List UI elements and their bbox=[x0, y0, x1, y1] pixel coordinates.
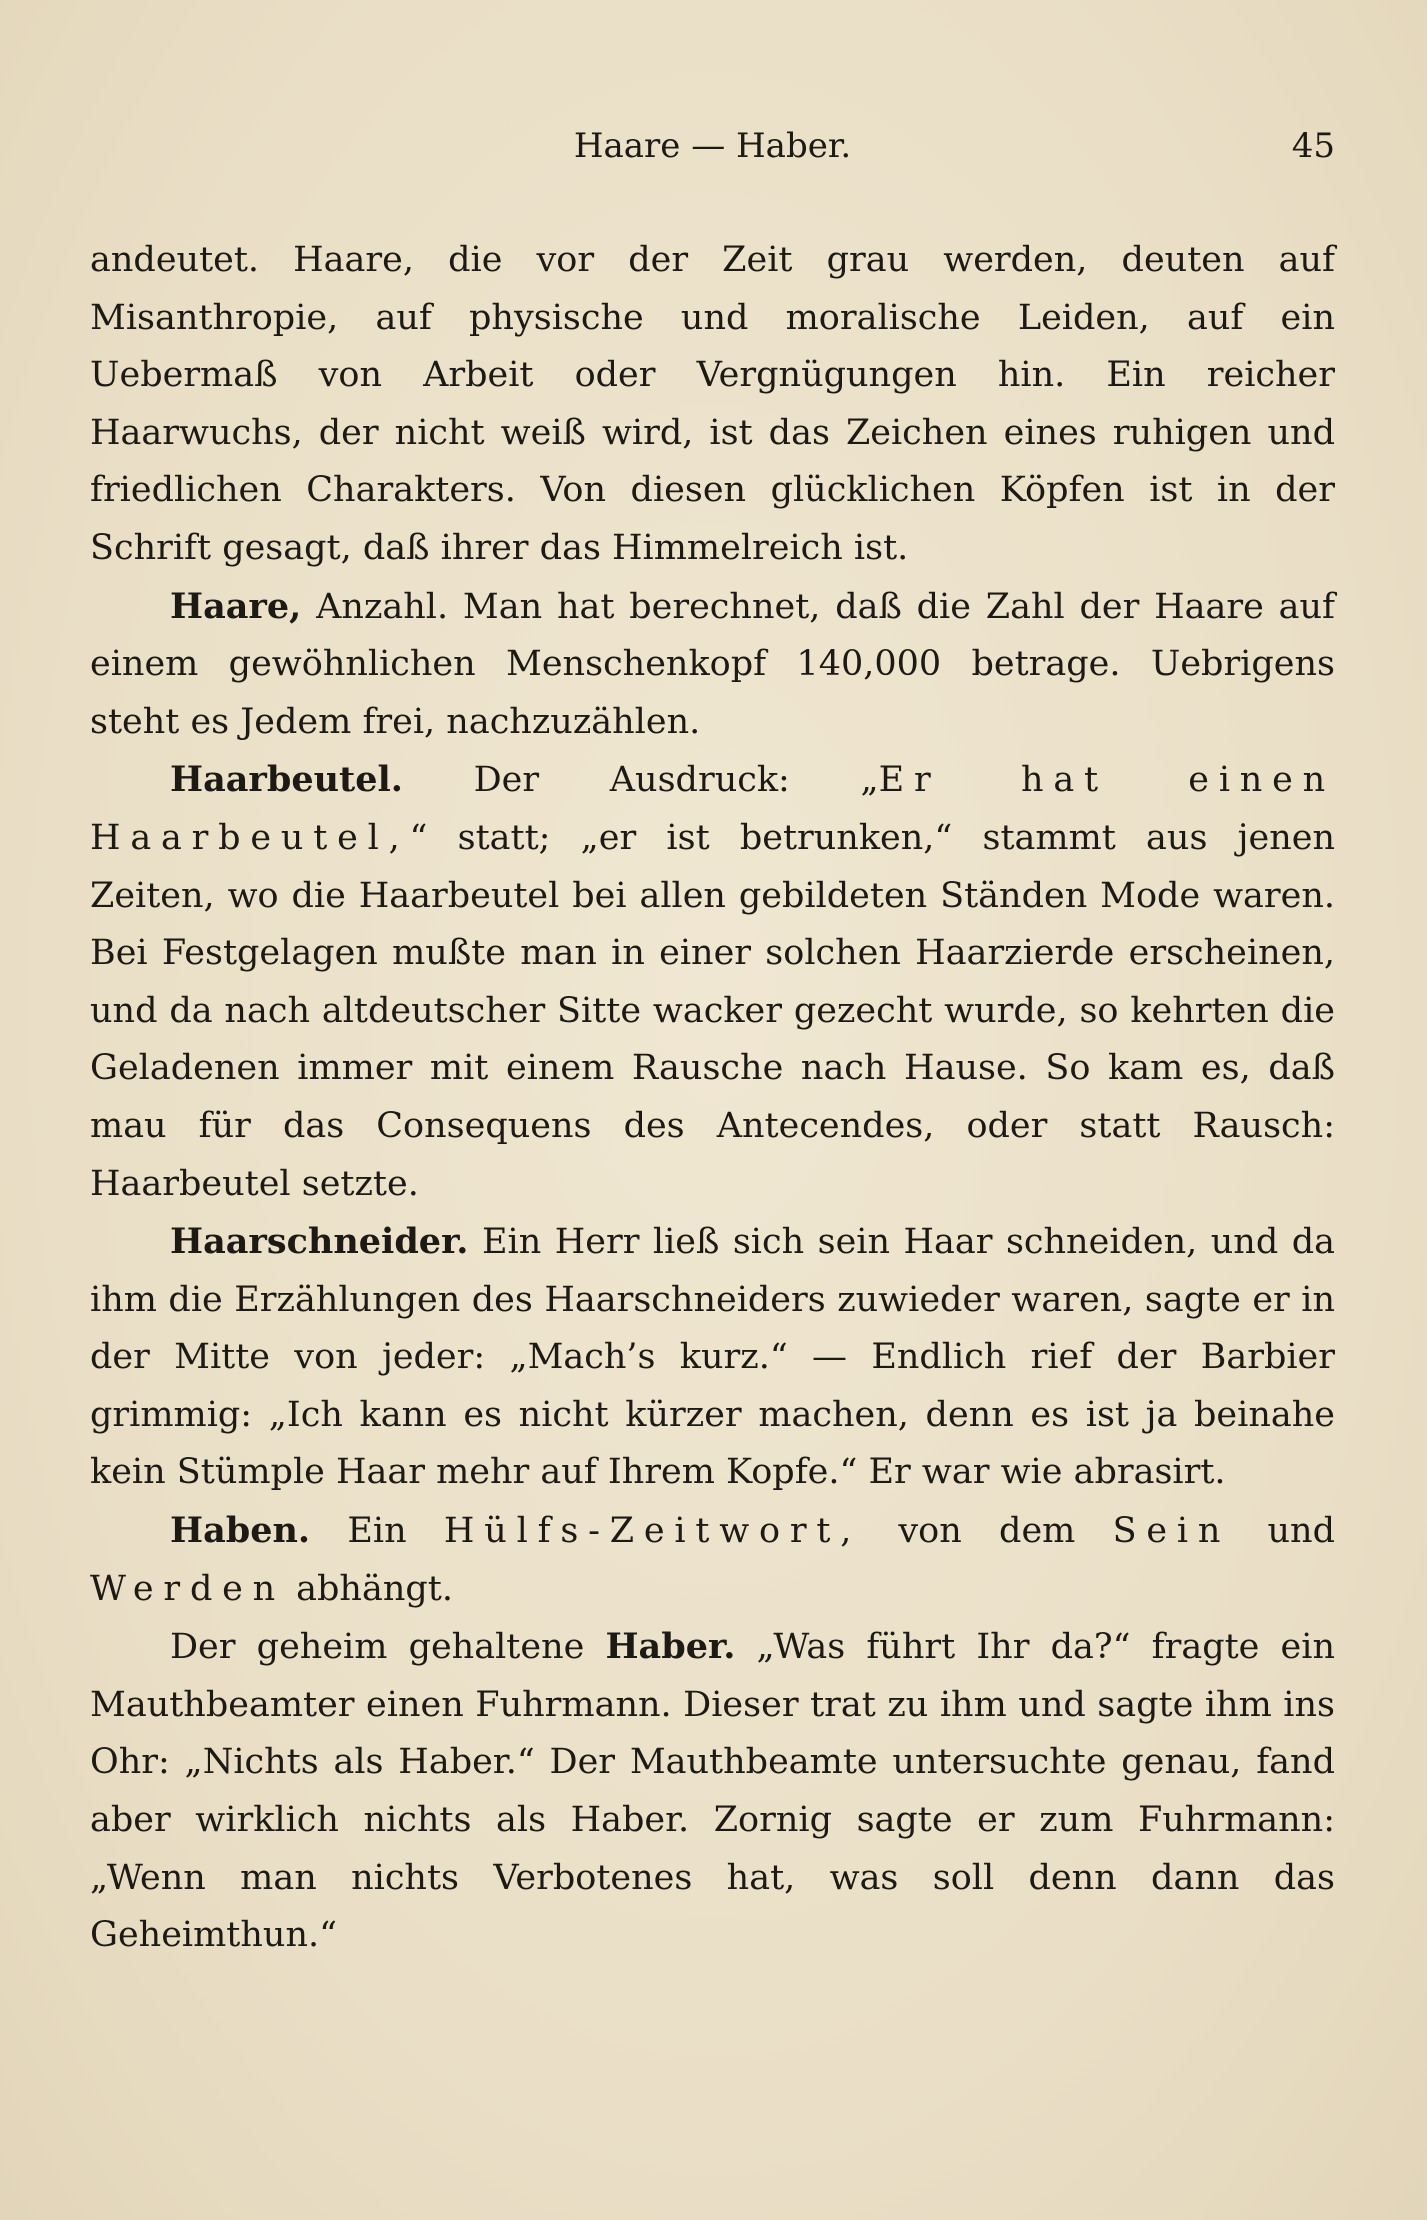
entry-headword: Haarbeutel. bbox=[170, 759, 403, 801]
running-head: Haare — Haber. bbox=[573, 126, 852, 166]
page-number: 45 bbox=[1291, 126, 1335, 166]
entry-text: Der Ausdruck: „ bbox=[402, 760, 879, 801]
entry-text: Der geheim gehaltene bbox=[170, 1627, 606, 1668]
spaced-phrase: Er hat einen Haarbeutel, bbox=[90, 760, 1336, 858]
paragraph-text: andeutet. Haare, die vor der Zeit grau werden, deuten auf Misanthropie, auf physische und moralische Leiden, auf ein Uebermaß von Arbeit oder Vergnügungen hin. Ein reicher Haarwuchs, der nicht weiß wird, ist das Zeichen eines ruhigen und friedlichen Charakters. Von diesen glücklichen Köpfen ist in der Schrift gesagt, daß ihrer das Himmelreich ist. bbox=[90, 240, 1335, 568]
entry-headword: Haben. bbox=[170, 1510, 311, 1552]
spaced-phrase: Sein bbox=[1112, 1511, 1231, 1552]
entry-haarschneider bbox=[90, 1213, 1335, 1502]
entry-headword: Haber. bbox=[605, 1626, 736, 1668]
entry-text: und bbox=[1230, 1511, 1335, 1552]
entry-text: Ein bbox=[310, 1511, 444, 1552]
page-header bbox=[90, 126, 1335, 176]
entry-haber bbox=[90, 1618, 1335, 1965]
entry-text: Anzahl. Man hat berechnet, daß die Zahl der Haare auf einem gewöhnlichen Menschenkopf 140,000 betrage. Uebrigens steht es Jedem frei, nachzuzählen. bbox=[90, 586, 1335, 742]
entry-headword: Haare, bbox=[170, 585, 302, 627]
entry-text: „Was führt Ihr da?“ fragte ein Mauthbeamter einen Fuhrmann. Dieser trat zu ihm und sagte ihm ins Ohr: „Nichts als Haber.“ Der Mauthbeamte untersuchte genau, fand aber wirklich nichts als Haber. Zornig sagte er zum Fuhrmann: „Wenn man nichts Verbotenes hat, was soll denn dann das Geheimthun.“ bbox=[90, 1627, 1335, 1956]
entry-headword: Haarschneider. bbox=[170, 1221, 469, 1263]
entry-text: von dem bbox=[861, 1511, 1113, 1552]
spaced-phrase: Werden bbox=[90, 1568, 286, 1609]
body-text bbox=[90, 232, 1335, 1965]
entry-haben bbox=[90, 1502, 1335, 1618]
spaced-phrase: Hülfs-Zeitwort, bbox=[443, 1511, 862, 1552]
entry-haarbeutel bbox=[90, 751, 1335, 1213]
entry-haare-anzahl bbox=[90, 578, 1335, 752]
entry-text: Ein Herr ließ sich sein Haar schneiden, und da ihm die Erzählungen des Haarschneiders zuwieder waren, sagte er in der Mitte von jeder: „Mach’s kurz.“ — Endlich rief der Barbier grimmig: „Ich kann es nicht kürzer machen, denn es ist ja beinahe kein Stümple Haar mehr auf Ihrem Kopfe.“ Er war wie abrasirt. bbox=[90, 1222, 1335, 1493]
entry-text: abhängt. bbox=[285, 1568, 453, 1609]
entry-text: “ statt; „er ist betrunken,“ stammt aus jenen Zeiten, wo die Haarbeutel bei allen gebildeten Ständen Mode waren. Bei Festgelagen mußte man in einer solchen Haarzierde erscheinen, und da nach altdeutscher Sitte wacker gezecht wurde, so kehrten die Geladenen immer mit einem Rausche nach Hause. So kam es, daß mau für das Consequens des Antecendes, oder statt Rausch: Haarbeutel setzte. bbox=[90, 817, 1335, 1204]
paragraph-continuation bbox=[90, 232, 1335, 578]
